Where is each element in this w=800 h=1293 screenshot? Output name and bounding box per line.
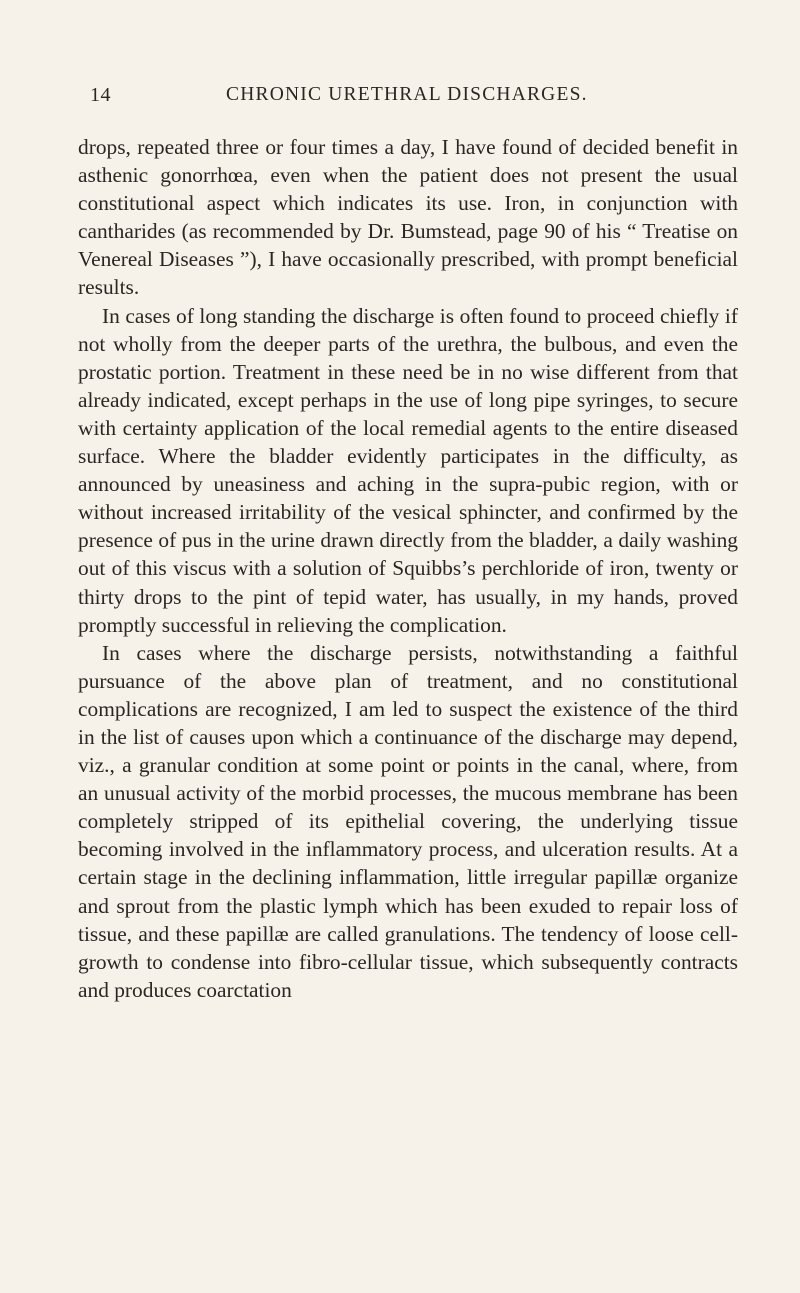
running-head [90, 84, 730, 108]
paragraph-continued: drops, repeated three or four times a day, I have found of decided benefit in asthenic gonorrhœa, even when the patient does not present the usual constitutional aspect which indicates its use. Iron, in conjunction with cantharides (as recommended by Dr. Bumstead, page 90 of his “ Treatise on Venereal Diseases ”), I have occasionally prescribed, with prompt beneficial results. [78, 135, 738, 300]
paragraph-long-standing-cases: In cases of long standing the discharge is often found to proceed chiefly if not wholly from the deeper parts of the urethra, the bulbous, and even the prostatic portion. Treatment in these need be in no wise different from that already indicated, except perhaps in the use of long pipe syringes, to secure with certainty application of the local remedial agents to the entire diseased surface. Where the bladder evidently participates in the difficulty, as announced by uneasiness and aching in the supra-pubic region, with or without increased irritability of the vesical sphincter, and confirmed by the presence of pus in the urine drawn directly from the bladder, a daily washing out of this viscus with a solution of Squibbs’s perchloride of iron, twenty or thirty drops to the pint of tepid water, has usually, in my hands, proved promptly successful in relieving the complication. [78, 303, 738, 637]
running-title: CHRONIC URETHRAL DISCHARGES. [226, 84, 588, 105]
page-number: 14 [90, 84, 111, 106]
paragraph-persistent-discharge: In cases where the discharge persists, notwithstanding a faithful pursuance of the above plan of treatment, and no constitutional complications are recognized, I am led to suspect the existence of the third in the list of causes upon which a continuance of the discharge may depend, viz., a granular condition at some point or points in the canal, where, from an unusual activity of the morbid processes, the mucous membrane has been completely stripped of its epithelial covering, the underlying tissue becoming involved in the inflammatory process, and ulceration results. At a certain stage in the declining inflammation, little irregular papillæ organize and sprout from the plastic lymph which has been exuded to repair loss of tissue, and these papillæ are called granulations. The tendency of loose cell-growth to condense into fibro-cellular tissue, which subsequently contracts and produces coarctation [78, 640, 738, 1002]
body-text [78, 133, 738, 1004]
